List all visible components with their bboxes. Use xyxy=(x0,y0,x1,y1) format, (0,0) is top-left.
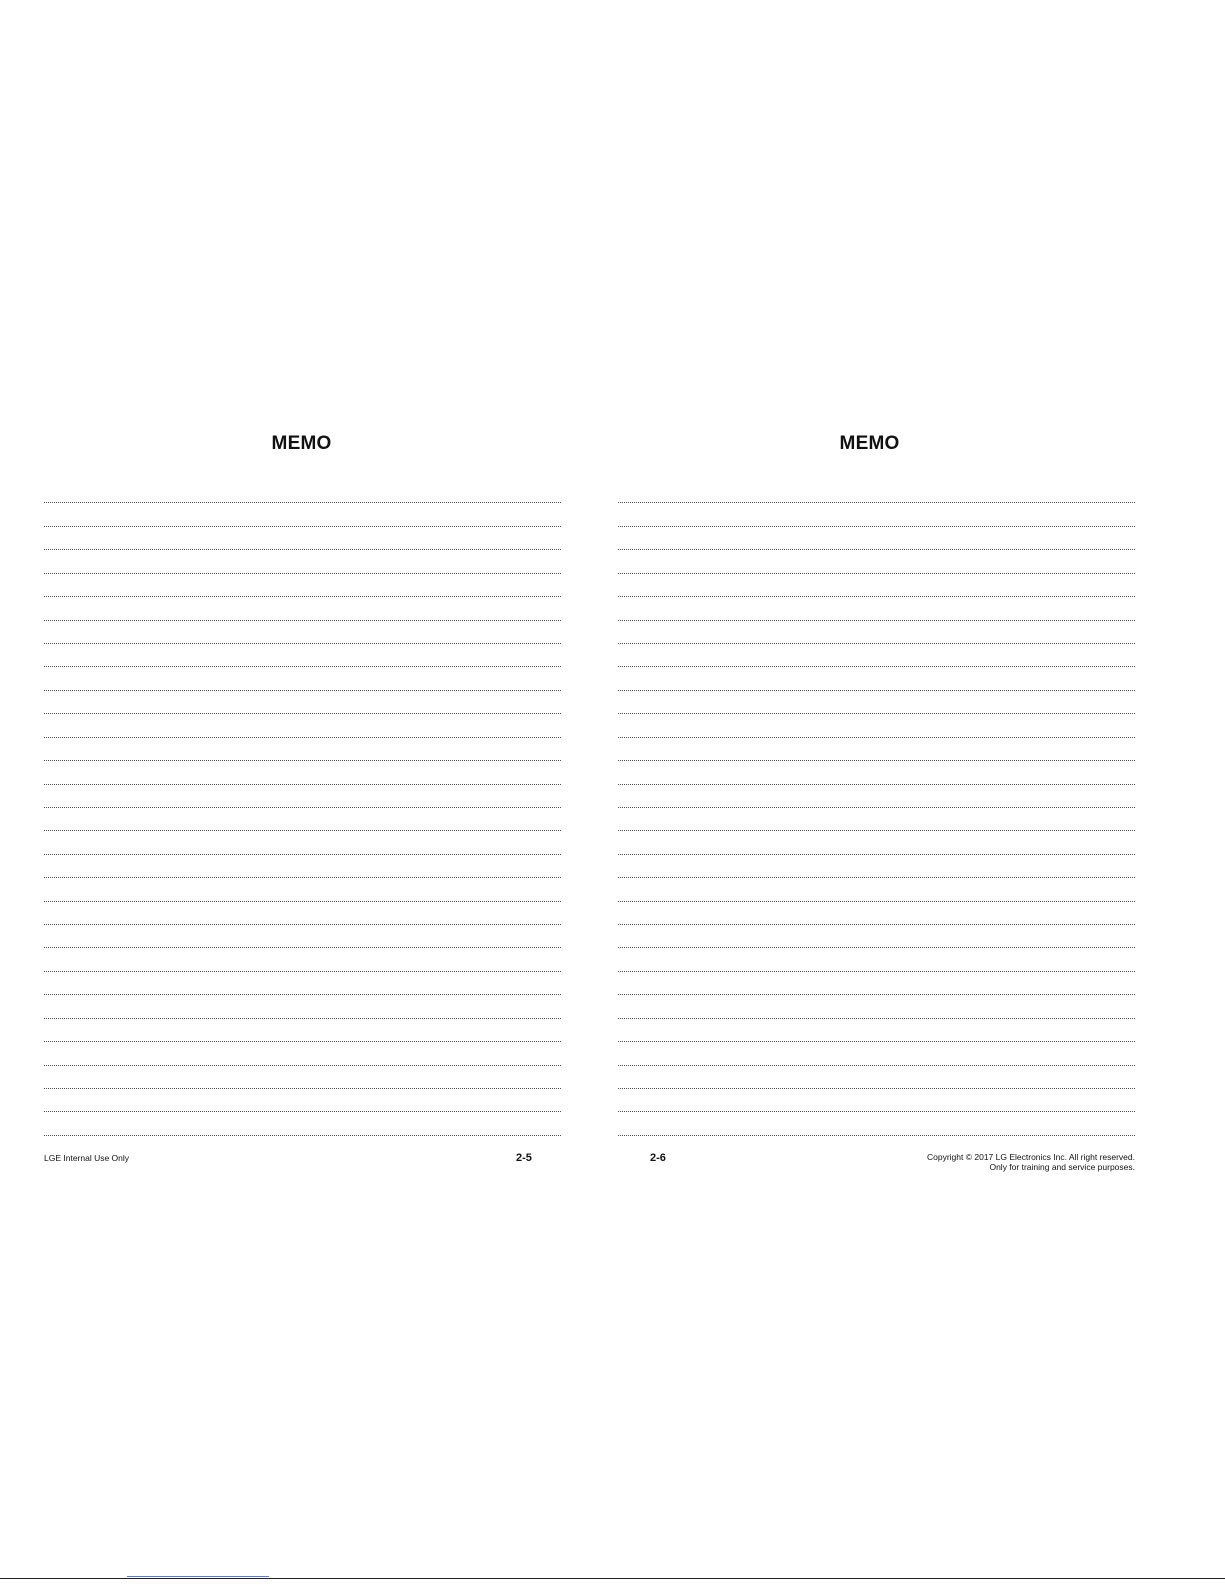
memo-line xyxy=(44,1111,561,1112)
memo-line xyxy=(618,737,1135,738)
memo-line xyxy=(44,549,561,550)
memo-line xyxy=(618,1041,1135,1042)
memo-line xyxy=(44,690,561,691)
memo-line xyxy=(618,877,1135,878)
memo-line xyxy=(44,994,561,995)
memo-line xyxy=(618,620,1135,621)
memo-line xyxy=(618,830,1135,831)
memo-line xyxy=(618,854,1135,855)
memo-line xyxy=(618,502,1135,503)
memo-line xyxy=(618,1018,1135,1019)
memo-line xyxy=(44,643,561,644)
memo-title: MEMO xyxy=(839,433,900,454)
usage-notice: Only for training and service purposes. xyxy=(989,1162,1135,1172)
memo-line xyxy=(618,596,1135,597)
memo-line xyxy=(44,971,561,972)
memo-line xyxy=(618,1065,1135,1066)
memo-line xyxy=(618,1111,1135,1112)
page-number: 2-5 xyxy=(516,1152,532,1164)
memo-line xyxy=(44,526,561,527)
left-page xyxy=(44,0,561,1585)
memo-title: MEMO xyxy=(271,433,332,454)
memo-line xyxy=(44,620,561,621)
page-number: 2-6 xyxy=(650,1152,666,1164)
memo-line xyxy=(618,807,1135,808)
memo-line xyxy=(618,1088,1135,1089)
memo-line xyxy=(618,690,1135,691)
memo-line xyxy=(44,713,561,714)
memo-line xyxy=(618,760,1135,761)
copyright-block xyxy=(927,1152,1135,1172)
memo-line xyxy=(44,1088,561,1089)
memo-line xyxy=(44,807,561,808)
memo-line xyxy=(618,784,1135,785)
memo-line xyxy=(44,877,561,878)
memo-line xyxy=(618,549,1135,550)
memo-line xyxy=(44,784,561,785)
memo-line xyxy=(44,502,561,503)
memo-line xyxy=(618,1135,1135,1136)
memo-line xyxy=(618,643,1135,644)
memo-line xyxy=(44,1018,561,1019)
memo-line xyxy=(44,1135,561,1136)
memo-line xyxy=(618,526,1135,527)
memo-line xyxy=(44,1065,561,1066)
memo-line xyxy=(44,573,561,574)
right-page xyxy=(618,0,1135,1585)
memo-line xyxy=(618,971,1135,972)
copyright-line: Copyright © 2017 LG Electronics Inc. All right reserved. xyxy=(927,1152,1135,1162)
internal-use-label: LGE Internal Use Only xyxy=(44,1153,130,1163)
memo-line xyxy=(618,994,1135,995)
memo-line xyxy=(618,924,1135,925)
memo-line xyxy=(44,924,561,925)
memo-line xyxy=(618,901,1135,902)
memo-line xyxy=(44,596,561,597)
memo-lines xyxy=(44,494,561,1149)
memo-line xyxy=(44,854,561,855)
memo-line xyxy=(44,666,561,667)
memo-lines xyxy=(618,494,1135,1149)
page-bottom-border xyxy=(0,1578,1225,1579)
memo-line xyxy=(618,666,1135,667)
memo-line xyxy=(44,901,561,902)
memo-line xyxy=(618,713,1135,714)
memo-line xyxy=(618,947,1135,948)
memo-line xyxy=(44,1041,561,1042)
memo-line xyxy=(44,830,561,831)
memo-line xyxy=(44,760,561,761)
memo-line xyxy=(44,737,561,738)
memo-line xyxy=(44,947,561,948)
link-underline xyxy=(127,1576,269,1577)
memo-line xyxy=(618,573,1135,574)
